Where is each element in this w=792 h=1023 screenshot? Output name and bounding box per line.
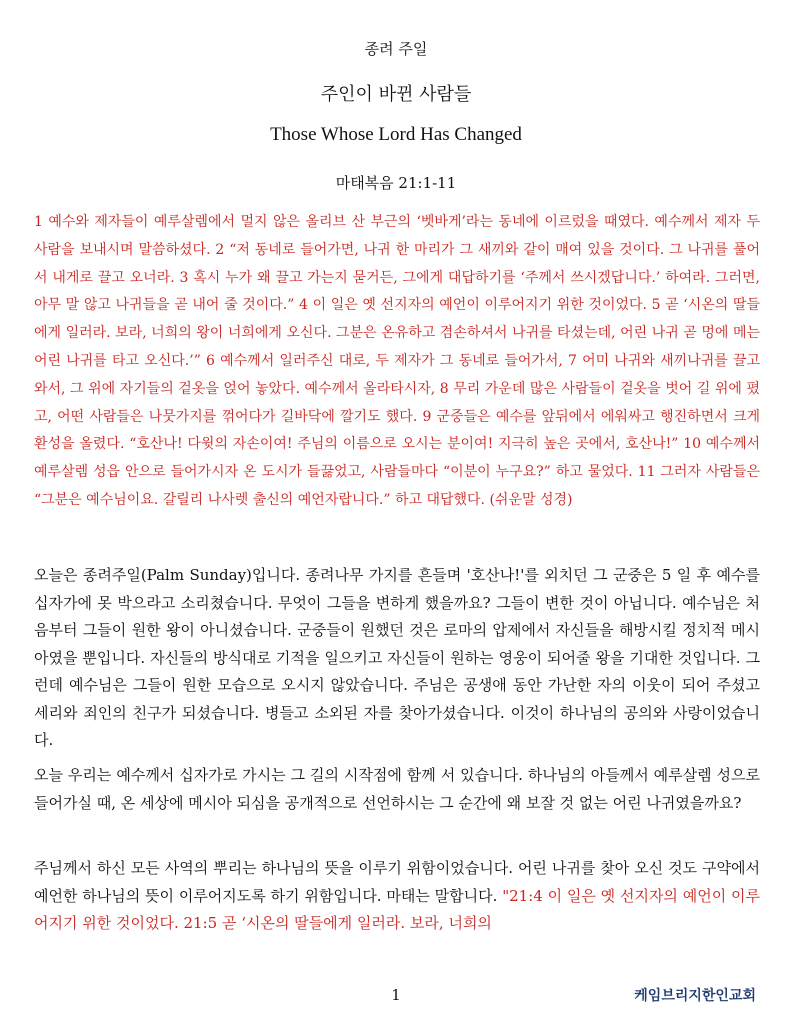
page-number: 1 — [391, 986, 401, 1004]
korean-title: 주인이 바뀐 사람들 — [320, 84, 472, 105]
english-title: Those Whose Lord Has Changed — [270, 124, 522, 145]
sermon-paragraph-2: 오늘 우리는 예수께서 십자가로 가시는 그 길의 시작점에 함께 서 있습니다. 하나님의 아들께서 예루살렘 성으로 들어가실 때, 온 세상에 메시아 되심을 공개적으로 선언하시는 그 순간에 왜 보잘 것 없는 어린 나귀였을까요? — [34, 766, 760, 812]
church-name: 케임브리지한인교회 — [634, 988, 756, 1004]
paragraph-3-quote: "21:4 이 일은 옛 선지자의 예언이 이루어지기 위한 것이었다. 21:5 곧 ‘시온의 딸들에게 일러라. 보라, 너희의 — [34, 886, 760, 932]
scripture-passage: 1 예수와 제자들이 예루살렘에서 멀지 않은 올리브 산 부근의 ‘벳바게’라는 동네에 이르렀을 때였다. 예수께서 제자 두 사람을 보내시며 말씀하셨다. 2 “저 동네로 들어가면, 나귀 한 마리가 그 새끼와 같이 매여 있을 것이다. 그 나귀를 풀어서 내게로 끌고 오너라. 3 혹시 누가 왜 끌고 가는지 묻거든, 그에게 대답하기를 ‘주께서 쓰시겠답니다.’ 하여라. 그러면, 아무 말 않고 나귀들을 곧 내어 줄 것이다.” 4 이 일은 옛 선지자의 예언이 이루어지기 위한 것이었다. 5 곧 ‘시온의 딸들에게 일러라. 보라, 너희의 왕이 너희에게 오신다. 그분은 온유하고 겸손하셔서 나귀를 타셨는데, 어린 나귀 곧 멍에 메는 어린 나귀를 타고 오신다.’” 6 예수께서 일러주신 대로, 두 제자가 그 동네로 들어가서, 7 어미 나귀와 새끼나귀를 끌고 와서, 그 위에 자기들의 겉옷을 얹어 놓았다. 예수께서 올라타시자, 8 무리 가운데 많은 사람들이 겉옷을 벗어 길 위에 폈고, 어떤 사람들은 나뭇가지를 꺾어다가 길바닥에 깔기도 했다. 9 군중들은 예수를 앞뒤에서 에워싸고 행진하면서 크게 환성을 올렸다. “호산나! 다윗의 자손이여! 주님의 이름으로 오시는 분이여! 지극히 높은 곳에서, 호산나!” 10 예수께서 예루살렘 성읍 안으로 들어가시자 온 도시가 들끓었고, 사람들마다 “이분이 누구요?” 하고 물었다. 11 그러자 사람들은 “그분은 예수님이요. 갈릴리 나사렛 출신의 예언자랍니다.” 하고 대답했다. (쉬운말 성경) — [34, 214, 760, 508]
scripture-reference: 마태복음 21:1-11 — [335, 174, 457, 192]
paragraph-3-intro: 주님께서 하신 모든 사역의 뿌리는 하나님의 뜻을 이루기 위함이었습니다. 어린 나귀를 찾아 오신 것도 구약에서 예언한 하나님의 뜻이 이루어지도록 하기 위함입니다. 마태는 말합니다. — [34, 859, 760, 905]
sermon-paragraph-1: 오늘은 종려주일(Palm Sunday)입니다. 종려나무 가지를 흔들며 '호산나!'를 외치던 그 군중은 5 일 후 예수를 십자가에 못 박으라고 소리쳤습니다. 무엇이 그들을 변하게 했을까요? 그들이 변한 것이 아닙니다. 예수님은 처음부터 그들이 원한 왕이 아니셨습니다. 군중들이 원했던 것은 로마의 압제에서 자신들을 해방시킬 정치적 메시아였을 뿐입니다. 자신들의 방식대로 기적을 일으키고 자신들이 원하는 영웅이 되어줄 왕을 기대한 것입니다. 그런데 예수님은 그들이 원한 모습으로 오시지 않았습니다. 주님은 공생애 동안 가난한 자의 이웃이 되어 주셨고 세리와 죄인의 친구가 되셨습니다. 병들고 소외된 자를 찾아가셨습니다. 이것이 하나님의 공의와 사랑이었습니다. — [34, 566, 760, 749]
overline-label: 종려 주일 — [364, 40, 428, 58]
sermon-paragraph-3 — [34, 855, 760, 938]
